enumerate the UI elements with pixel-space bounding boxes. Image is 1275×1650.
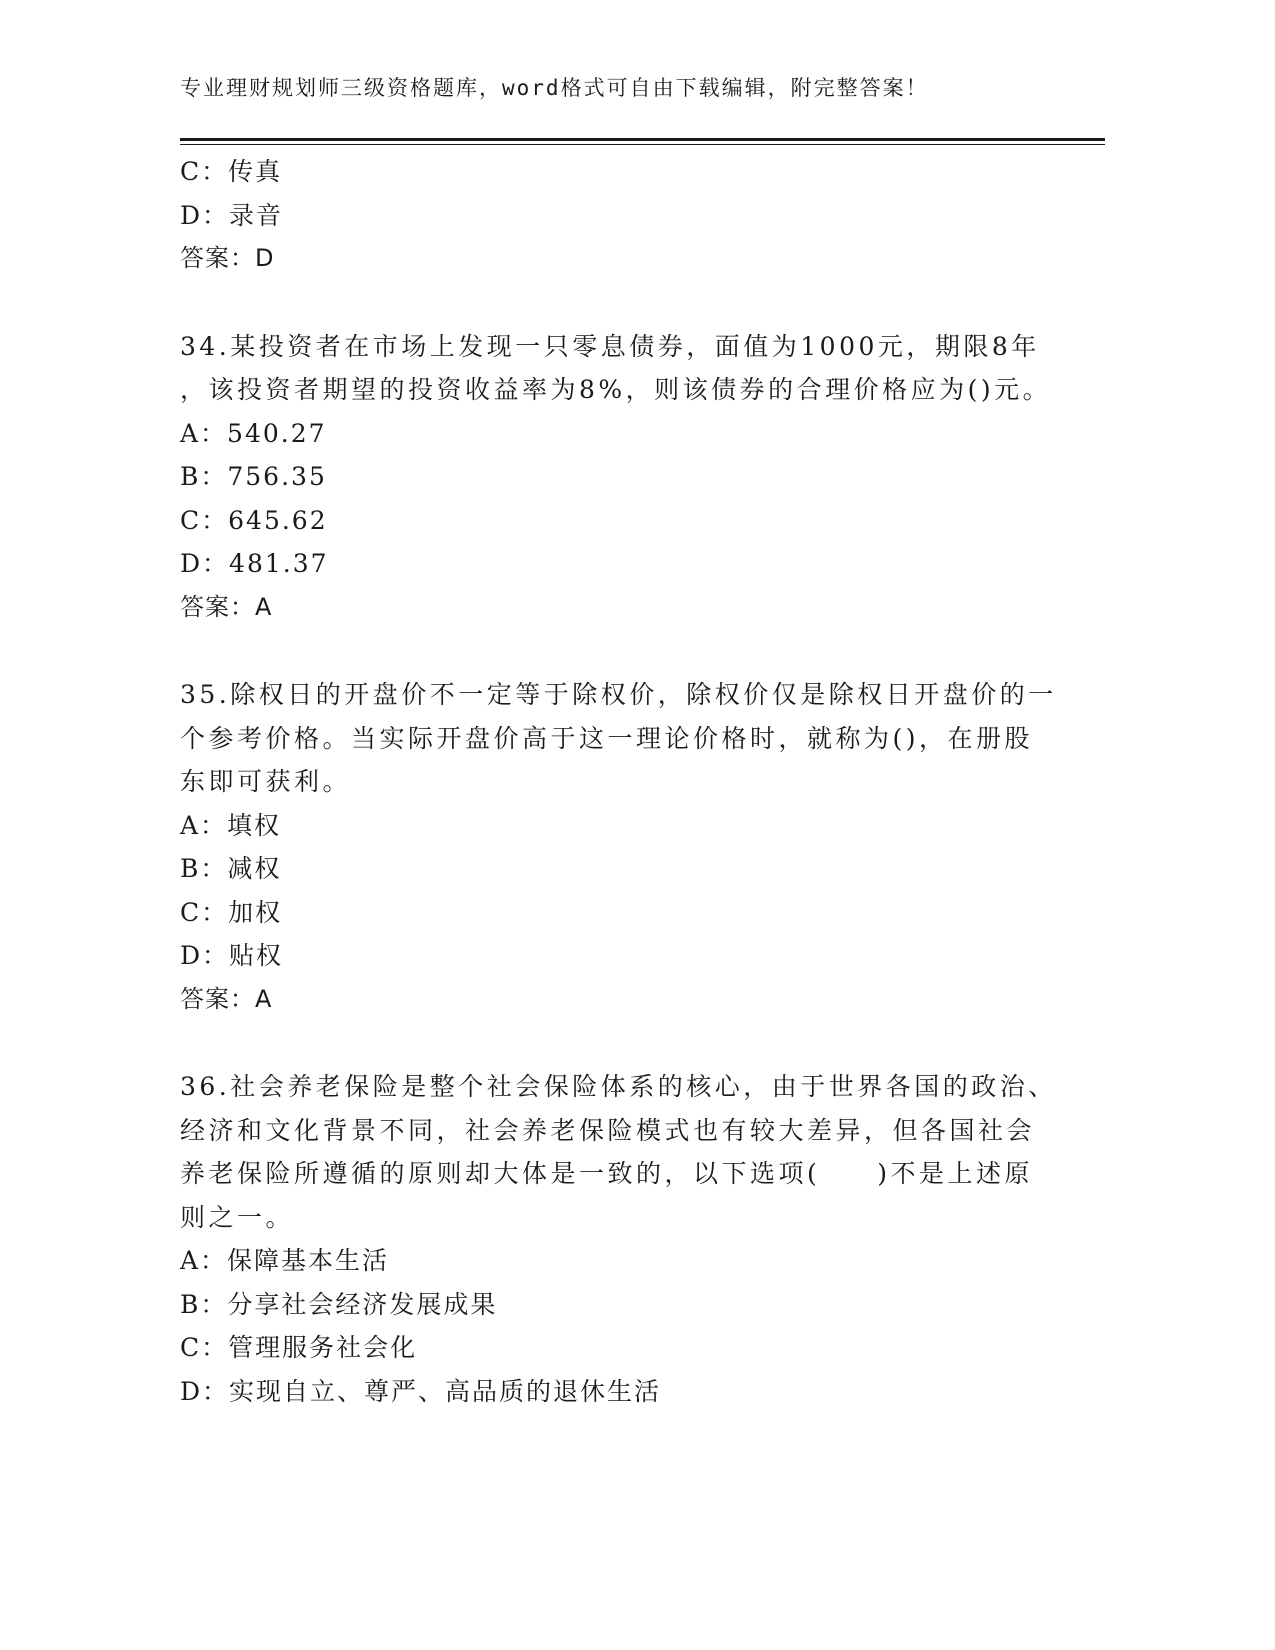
option-d: D：录音	[180, 200, 284, 230]
page-header: 专业理财规划师三级资格题库，word格式可自由下载编辑，附完整答案！	[180, 76, 929, 100]
question-stem-line: ，该投资者期望的投资收益率为8%，则该债券的合理价格应为()元。	[180, 375, 1052, 404]
question-33-tail	[180, 150, 1040, 281]
question-stem-line: 个参考价格。当实际开盘价高于这一理论价格时，就称为()，在册股	[180, 723, 1034, 753]
answer-line: 答案：D	[180, 244, 275, 272]
option-a: A：540.27	[180, 418, 327, 448]
option-d: D：实现自立、尊严、高品质的退休生活	[180, 1376, 662, 1406]
question-stem-line: 经济和文化背景不同，社会养老保险模式也有较大差异，但各国社会	[180, 1115, 1036, 1145]
option-b: B：756.35	[180, 462, 327, 491]
answer-line: 答案：A	[180, 984, 273, 1013]
question-34	[180, 325, 1052, 630]
header-divider-thin	[180, 144, 1105, 145]
question-stem-line: 东即可获利。	[180, 767, 352, 796]
option-b: B：减权	[180, 854, 282, 883]
option-a: A：填权	[180, 810, 282, 840]
question-stem-line: 35.除权日的开盘价不一定等于除权价，除权价仅是除权日开盘价的一	[180, 680, 1057, 709]
option-d: D：贴权	[180, 941, 284, 970]
question-stem-line: 36.社会养老保险是整个社会保险体系的核心，由于世界各国的政治、	[180, 1072, 1057, 1101]
option-d: D：481.37	[180, 549, 329, 578]
option-a: A：保障基本生活	[180, 1246, 390, 1275]
option-c: C：加权	[180, 897, 283, 927]
header-divider-thick	[180, 138, 1105, 141]
question-stem-line: 34.某投资者在市场上发现一只零息债券，面值为1000元，期限8年	[180, 331, 1040, 361]
page-content	[180, 150, 1057, 1413]
answer-line: 答案：A	[180, 592, 273, 621]
option-b: B：分享社会经济发展成果	[180, 1289, 498, 1319]
question-36	[180, 1065, 1057, 1413]
option-c: C：645.62	[180, 505, 328, 535]
question-stem-line: 则之一。	[180, 1202, 295, 1232]
option-c: C：传真	[180, 157, 283, 186]
option-c: C：管理服务社会化	[180, 1333, 418, 1362]
question-35	[180, 673, 1057, 1021]
question-stem-line: 养老保险所遵循的原则却大体是一致的，以下选项( )不是上述原	[180, 1159, 1034, 1188]
